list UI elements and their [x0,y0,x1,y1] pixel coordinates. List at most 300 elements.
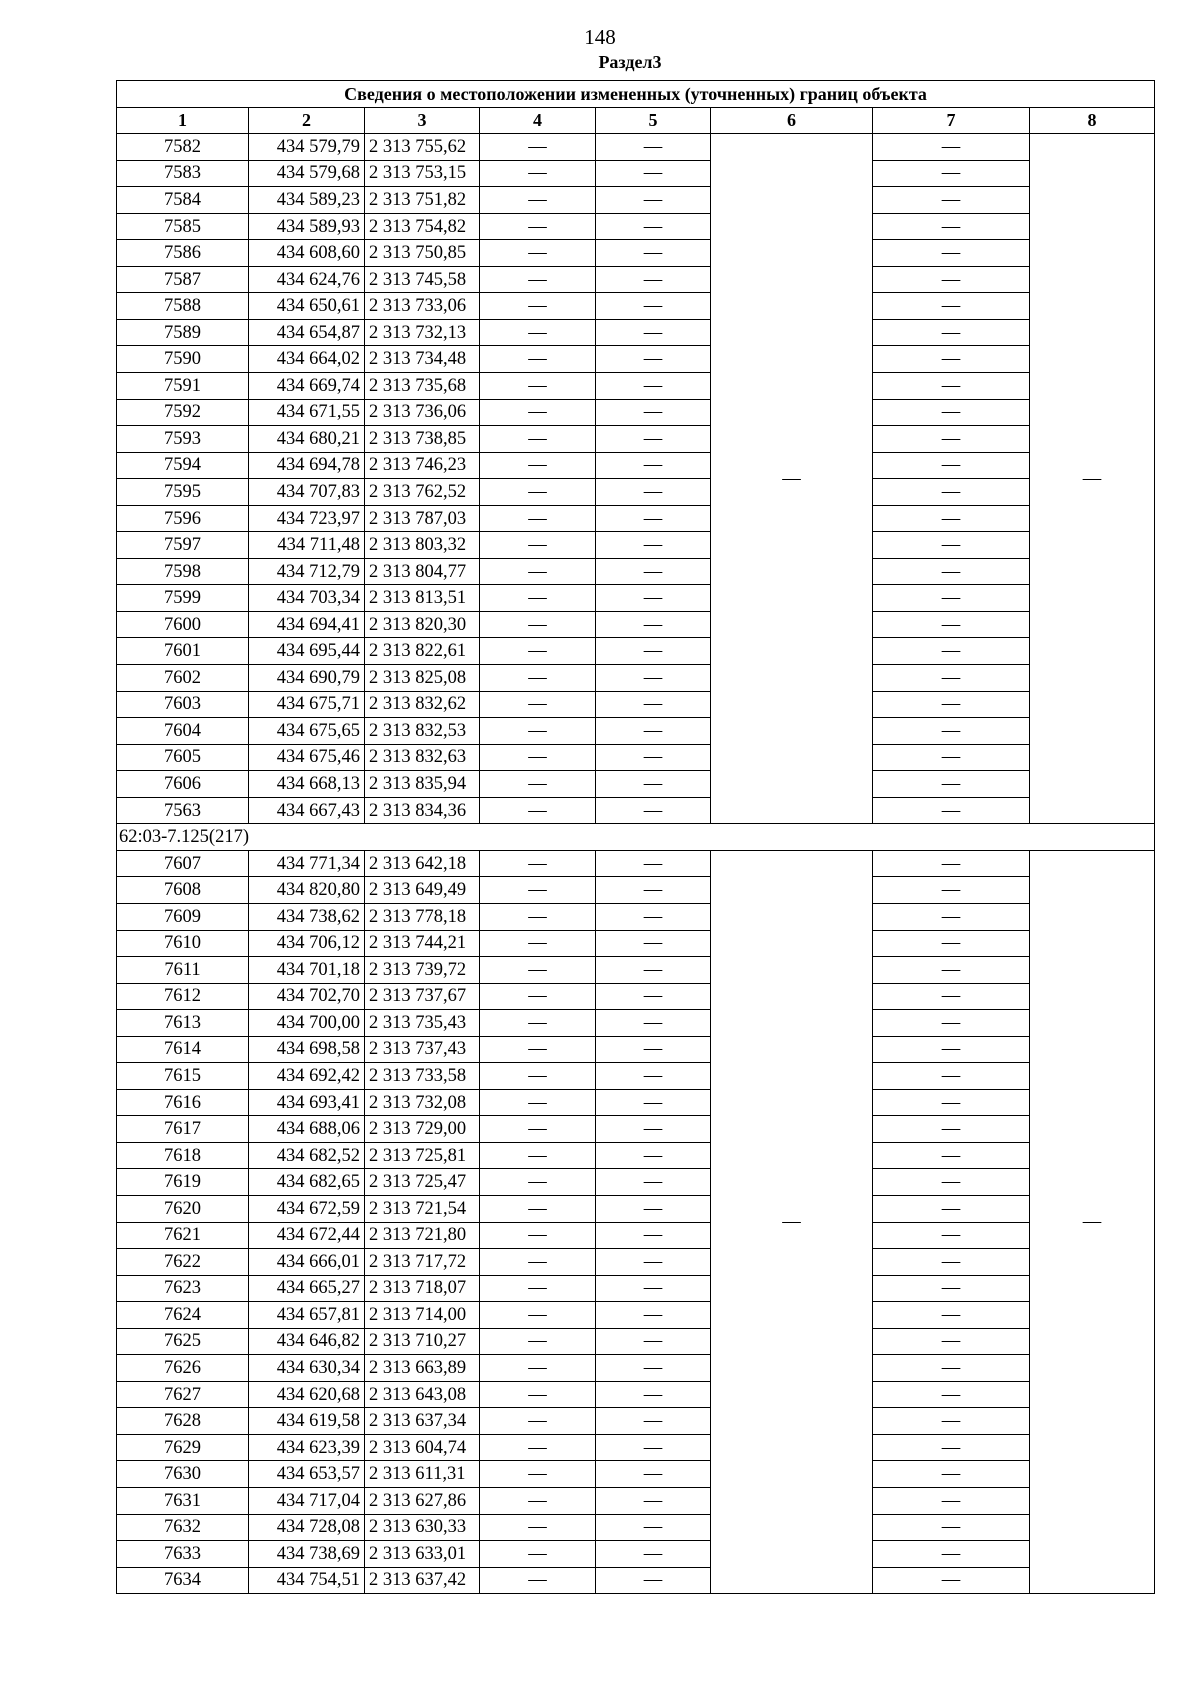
point-number-cell: 7620 [117,1195,249,1222]
column-4-cell: — [480,1355,596,1382]
point-number-cell: 7601 [117,638,249,665]
y-coordinate-cell: 2 313 744,21 [365,930,480,957]
column-5-cell: — [596,1036,711,1063]
y-coordinate-cell: 2 313 725,81 [365,1142,480,1169]
column-7-cell: — [873,691,1030,718]
column-7-cell: — [873,1142,1030,1169]
y-coordinate-cell: 2 313 746,23 [365,452,480,479]
column-5-cell: — [596,1541,711,1568]
table-row [117,160,1155,187]
table-row [117,1169,1155,1196]
x-coordinate-cell: 434 754,51 [249,1567,365,1594]
y-coordinate-cell: 2 313 721,80 [365,1222,480,1249]
x-coordinate-cell: 434 672,59 [249,1195,365,1222]
column-4-cell: — [480,1249,596,1276]
y-coordinate-cell: 2 313 732,13 [365,319,480,346]
column-4-cell: — [480,213,596,240]
y-coordinate-cell: 2 313 643,08 [365,1381,480,1408]
column-4-cell: — [480,850,596,877]
column-7-cell: — [873,1249,1030,1276]
column-7-cell: — [873,134,1030,161]
column-5-cell: — [596,957,711,984]
table-row [117,1063,1155,1090]
y-coordinate-cell: 2 313 637,34 [365,1408,480,1435]
x-coordinate-cell: 434 701,18 [249,957,365,984]
x-coordinate-cell: 434 680,21 [249,426,365,453]
point-number-cell: 7633 [117,1541,249,1568]
column-5-cell: — [596,1275,711,1302]
column-header: 2 [249,107,365,134]
point-number-cell: 7588 [117,293,249,320]
y-coordinate-cell: 2 313 832,63 [365,744,480,771]
column-4-cell: — [480,1222,596,1249]
y-coordinate-cell: 2 313 637,42 [365,1567,480,1594]
table-row [117,319,1155,346]
y-coordinate-cell: 2 313 739,72 [365,957,480,984]
column-7-cell: — [873,983,1030,1010]
point-number-cell: 7591 [117,373,249,400]
point-number-cell: 7583 [117,160,249,187]
y-coordinate-cell: 2 313 813,51 [365,585,480,612]
column-7-cell: — [873,1010,1030,1037]
x-coordinate-cell: 434 579,68 [249,160,365,187]
column-4-cell: — [480,505,596,532]
column-5-cell: — [596,1408,711,1435]
column-4-cell: — [480,797,596,824]
x-coordinate-cell: 434 711,48 [249,532,365,559]
column-5-cell: — [596,187,711,214]
column-7-cell: — [873,1355,1030,1382]
point-number-cell: 7624 [117,1302,249,1329]
y-coordinate-cell: 2 313 736,06 [365,399,480,426]
point-number-cell: 7589 [117,319,249,346]
column-4-cell: — [480,611,596,638]
column-5-cell: — [596,983,711,1010]
x-coordinate-cell: 434 706,12 [249,930,365,957]
x-coordinate-cell: 434 620,68 [249,1381,365,1408]
x-coordinate-cell: 434 738,69 [249,1541,365,1568]
x-coordinate-cell: 434 579,79 [249,134,365,161]
x-coordinate-cell: 434 738,62 [249,903,365,930]
column-7-cell: — [873,877,1030,904]
boundary-coordinates-table [116,80,1155,1594]
y-coordinate-cell: 2 313 732,08 [365,1089,480,1116]
table-row [117,744,1155,771]
column-7-cell: — [873,1408,1030,1435]
column-5-cell: — [596,611,711,638]
column-4-cell: — [480,771,596,798]
point-number-cell: 7596 [117,505,249,532]
point-number-cell: 7625 [117,1328,249,1355]
column-7-cell: — [873,1514,1030,1541]
column-4-cell: — [480,718,596,745]
column-7-cell: — [873,638,1030,665]
column-header: 3 [365,107,480,134]
page-number: 148 [584,25,616,49]
table-row [117,1249,1155,1276]
column-4-cell: — [480,532,596,559]
column-5-cell: — [596,930,711,957]
column-7-cell: — [873,1328,1030,1355]
table-row [117,638,1155,665]
table-row [117,373,1155,400]
x-coordinate-cell: 434 668,13 [249,771,365,798]
column-5-cell: — [596,718,711,745]
table-row [117,877,1155,904]
table-row [117,1408,1155,1435]
point-number-cell: 7604 [117,718,249,745]
column-4-cell: — [480,1328,596,1355]
column-4-cell: — [480,983,596,1010]
x-coordinate-cell: 434 820,80 [249,877,365,904]
column-5-cell: — [596,744,711,771]
y-coordinate-cell: 2 313 835,94 [365,771,480,798]
point-number-cell: 7630 [117,1461,249,1488]
point-number-cell: 7615 [117,1063,249,1090]
x-coordinate-cell: 434 650,61 [249,293,365,320]
column-5-cell: — [596,532,711,559]
table-row [117,1116,1155,1143]
column-7-cell: — [873,611,1030,638]
table-row [117,957,1155,984]
table-row [117,1355,1155,1382]
x-coordinate-cell: 434 675,71 [249,691,365,718]
column-5-cell: — [596,160,711,187]
x-coordinate-cell: 434 653,57 [249,1461,365,1488]
y-coordinate-cell: 2 313 737,43 [365,1036,480,1063]
column-4-cell: — [480,744,596,771]
group-header-row [117,824,1155,851]
table-row [117,1010,1155,1037]
column-5-cell: — [596,1355,711,1382]
point-number-cell: 7613 [117,1010,249,1037]
y-coordinate-cell: 2 313 820,30 [365,611,480,638]
y-coordinate-cell: 2 313 734,48 [365,346,480,373]
table-row [117,1275,1155,1302]
column-4-cell: — [480,1063,596,1090]
column-5-cell: — [596,1142,711,1169]
point-number-cell: 7621 [117,1222,249,1249]
table-row [117,691,1155,718]
column-4-cell: — [480,1275,596,1302]
x-coordinate-cell: 434 728,08 [249,1514,365,1541]
section-title: Раздел3 [598,52,662,72]
column-7-cell: — [873,930,1030,957]
point-number-cell: 7611 [117,957,249,984]
x-coordinate-cell: 434 682,65 [249,1169,365,1196]
y-coordinate-cell: 2 313 627,86 [365,1487,480,1514]
y-coordinate-cell: 2 313 750,85 [365,240,480,267]
point-number-cell: 7608 [117,877,249,904]
column-header-row [117,107,1155,134]
table-body [117,134,1155,1594]
y-coordinate-cell: 2 313 718,07 [365,1275,480,1302]
column-7-cell: — [873,744,1030,771]
column-5-cell: — [596,1249,711,1276]
table-row [117,1036,1155,1063]
column-7-cell: — [873,293,1030,320]
table-row [117,479,1155,506]
column-7-cell: — [873,1541,1030,1568]
column-4-cell: — [480,957,596,984]
point-number-cell: 7597 [117,532,249,559]
x-coordinate-cell: 434 690,79 [249,665,365,692]
column-4-cell: — [480,319,596,346]
x-coordinate-cell: 434 664,02 [249,346,365,373]
point-number-cell: 7563 [117,797,249,824]
column-7-cell: — [873,452,1030,479]
column-4-cell: — [480,1461,596,1488]
column-7-cell: — [873,1461,1030,1488]
y-coordinate-cell: 2 313 755,62 [365,134,480,161]
y-coordinate-cell: 2 313 832,62 [365,691,480,718]
y-coordinate-cell: 2 313 604,74 [365,1434,480,1461]
table-row [117,771,1155,798]
column-4-cell: — [480,1408,596,1435]
x-coordinate-cell: 434 654,87 [249,319,365,346]
column-7-cell: — [873,1222,1030,1249]
y-coordinate-cell: 2 313 733,06 [365,293,480,320]
y-coordinate-cell: 2 313 804,77 [365,558,480,585]
column-5-cell: — [596,585,711,612]
column-7-cell: — [873,718,1030,745]
column-7-cell: — [873,426,1030,453]
y-coordinate-cell: 2 313 649,49 [365,877,480,904]
x-coordinate-cell: 434 675,65 [249,718,365,745]
table-row [117,850,1155,877]
x-coordinate-cell: 434 667,43 [249,797,365,824]
column-4-cell: — [480,187,596,214]
point-number-cell: 7631 [117,1487,249,1514]
table-row [117,532,1155,559]
column-7-cell: — [873,532,1030,559]
x-coordinate-cell: 434 675,46 [249,744,365,771]
y-coordinate-cell: 2 313 633,01 [365,1541,480,1568]
column-5-cell: — [596,1434,711,1461]
point-number-cell: 7582 [117,134,249,161]
y-coordinate-cell: 2 313 751,82 [365,187,480,214]
x-coordinate-cell: 434 623,39 [249,1434,365,1461]
point-number-cell: 7634 [117,1567,249,1594]
y-coordinate-cell: 2 313 738,85 [365,426,480,453]
x-coordinate-cell: 434 771,34 [249,850,365,877]
x-coordinate-cell: 434 589,23 [249,187,365,214]
column-4-cell: — [480,903,596,930]
table-row [117,1381,1155,1408]
column-7-cell: — [873,346,1030,373]
table-row [117,1541,1155,1568]
column-4-cell: — [480,399,596,426]
column-7-cell: — [873,1036,1030,1063]
y-coordinate-cell: 2 313 729,00 [365,1116,480,1143]
column-7-cell: — [873,797,1030,824]
point-number-cell: 7610 [117,930,249,957]
column-4-cell: — [480,930,596,957]
column-header: 8 [1030,107,1155,134]
column-4-cell: — [480,240,596,267]
table-row [117,1487,1155,1514]
table-row [117,452,1155,479]
column-5-cell: — [596,1514,711,1541]
point-number-cell: 7602 [117,665,249,692]
x-coordinate-cell: 434 688,06 [249,1116,365,1143]
table-row [117,611,1155,638]
table-row [117,240,1155,267]
column-5-cell: — [596,1461,711,1488]
column-7-cell: — [873,1487,1030,1514]
y-coordinate-cell: 2 313 753,15 [365,160,480,187]
column-4-cell: — [480,1010,596,1037]
x-coordinate-cell: 434 665,27 [249,1275,365,1302]
point-number-cell: 7614 [117,1036,249,1063]
point-number-cell: 7626 [117,1355,249,1382]
column-5-cell: — [596,452,711,479]
y-coordinate-cell: 2 313 832,53 [365,718,480,745]
x-coordinate-cell: 434 695,44 [249,638,365,665]
table-row [117,293,1155,320]
column-7-cell: — [873,1567,1030,1594]
y-coordinate-cell: 2 313 735,43 [365,1010,480,1037]
column-5-cell: — [596,1567,711,1594]
table-row [117,505,1155,532]
x-coordinate-cell: 434 694,41 [249,611,365,638]
point-number-cell: 7627 [117,1381,249,1408]
x-coordinate-cell: 434 698,58 [249,1036,365,1063]
column-7-cell: — [873,479,1030,506]
table-row [117,1222,1155,1249]
column-5-cell: — [596,797,711,824]
column-header: 6 [711,107,873,134]
column-5-cell: — [596,665,711,692]
y-coordinate-cell: 2 313 787,03 [365,505,480,532]
point-number-cell: 7612 [117,983,249,1010]
column-7-cell: — [873,665,1030,692]
column-7-cell: — [873,850,1030,877]
x-coordinate-cell: 434 619,58 [249,1408,365,1435]
column-4-cell: — [480,1567,596,1594]
column-4-cell: — [480,691,596,718]
table-row [117,1567,1155,1594]
x-coordinate-cell: 434 671,55 [249,399,365,426]
point-number-cell: 7587 [117,266,249,293]
point-number-cell: 7609 [117,903,249,930]
column-7-cell: — [873,266,1030,293]
point-number-cell: 7595 [117,479,249,506]
x-coordinate-cell: 434 624,76 [249,266,365,293]
x-coordinate-cell: 434 630,34 [249,1355,365,1382]
y-coordinate-cell: 2 313 825,08 [365,665,480,692]
column-5-cell: — [596,346,711,373]
column-4-cell: — [480,479,596,506]
column-5-cell: — [596,877,711,904]
group-label: 62:03-7.125(217) [117,824,1155,851]
column-5-cell: — [596,771,711,798]
column-7-cell: — [873,319,1030,346]
table-row [117,1514,1155,1541]
point-number-cell: 7619 [117,1169,249,1196]
column-7-cell: — [873,1302,1030,1329]
column-5-cell: — [596,850,711,877]
y-coordinate-cell: 2 313 611,31 [365,1461,480,1488]
point-number-cell: 7590 [117,346,249,373]
table-row [117,903,1155,930]
y-coordinate-cell: 2 313 642,18 [365,850,480,877]
table-row [117,1328,1155,1355]
y-coordinate-cell: 2 313 714,00 [365,1302,480,1329]
column-4-cell: — [480,585,596,612]
x-coordinate-cell: 434 666,01 [249,1249,365,1276]
x-coordinate-cell: 434 657,81 [249,1302,365,1329]
column-4-cell: — [480,134,596,161]
column-7-cell: — [873,771,1030,798]
y-coordinate-cell: 2 313 737,67 [365,983,480,1010]
column-4-cell: — [480,1195,596,1222]
column-5-cell: — [596,213,711,240]
y-coordinate-cell: 2 313 803,32 [365,532,480,559]
table-title: Сведения о местоположении измененных (уточненных) границ объекта [117,81,1155,108]
point-number-cell: 7603 [117,691,249,718]
column-7-cell: — [873,160,1030,187]
column-5-cell: — [596,505,711,532]
point-number-cell: 7585 [117,213,249,240]
column-5-cell: — [596,1487,711,1514]
y-coordinate-cell: 2 313 778,18 [365,903,480,930]
table-row [117,426,1155,453]
column-8-merged-cell: — [1030,134,1155,824]
x-coordinate-cell: 434 694,78 [249,452,365,479]
point-number-cell: 7618 [117,1142,249,1169]
column-7-cell: — [873,213,1030,240]
column-7-cell: — [873,399,1030,426]
column-5-cell: — [596,1010,711,1037]
column-4-cell: — [480,1434,596,1461]
column-7-cell: — [873,585,1030,612]
point-number-cell: 7586 [117,240,249,267]
column-4-cell: — [480,1169,596,1196]
x-coordinate-cell: 434 702,70 [249,983,365,1010]
column-5-cell: — [596,1195,711,1222]
point-number-cell: 7593 [117,426,249,453]
column-4-cell: — [480,1036,596,1063]
point-number-cell: 7584 [117,187,249,214]
column-4-cell: — [480,452,596,479]
column-header: 7 [873,107,1030,134]
x-coordinate-cell: 434 707,83 [249,479,365,506]
column-4-cell: — [480,373,596,400]
table-row [117,399,1155,426]
x-coordinate-cell: 434 700,00 [249,1010,365,1037]
y-coordinate-cell: 2 313 725,47 [365,1169,480,1196]
column-7-cell: — [873,373,1030,400]
y-coordinate-cell: 2 313 710,27 [365,1328,480,1355]
y-coordinate-cell: 2 313 745,58 [365,266,480,293]
column-7-cell: — [873,1116,1030,1143]
column-4-cell: — [480,638,596,665]
column-4-cell: — [480,1089,596,1116]
column-7-cell: — [873,558,1030,585]
column-4-cell: — [480,426,596,453]
column-6-merged-cell: — [711,134,873,824]
x-coordinate-cell: 434 589,93 [249,213,365,240]
column-4-cell: — [480,1487,596,1514]
table-row [117,983,1155,1010]
column-4-cell: — [480,346,596,373]
column-4-cell: — [480,266,596,293]
y-coordinate-cell: 2 313 721,54 [365,1195,480,1222]
x-coordinate-cell: 434 723,97 [249,505,365,532]
column-4-cell: — [480,1142,596,1169]
point-number-cell: 7622 [117,1249,249,1276]
